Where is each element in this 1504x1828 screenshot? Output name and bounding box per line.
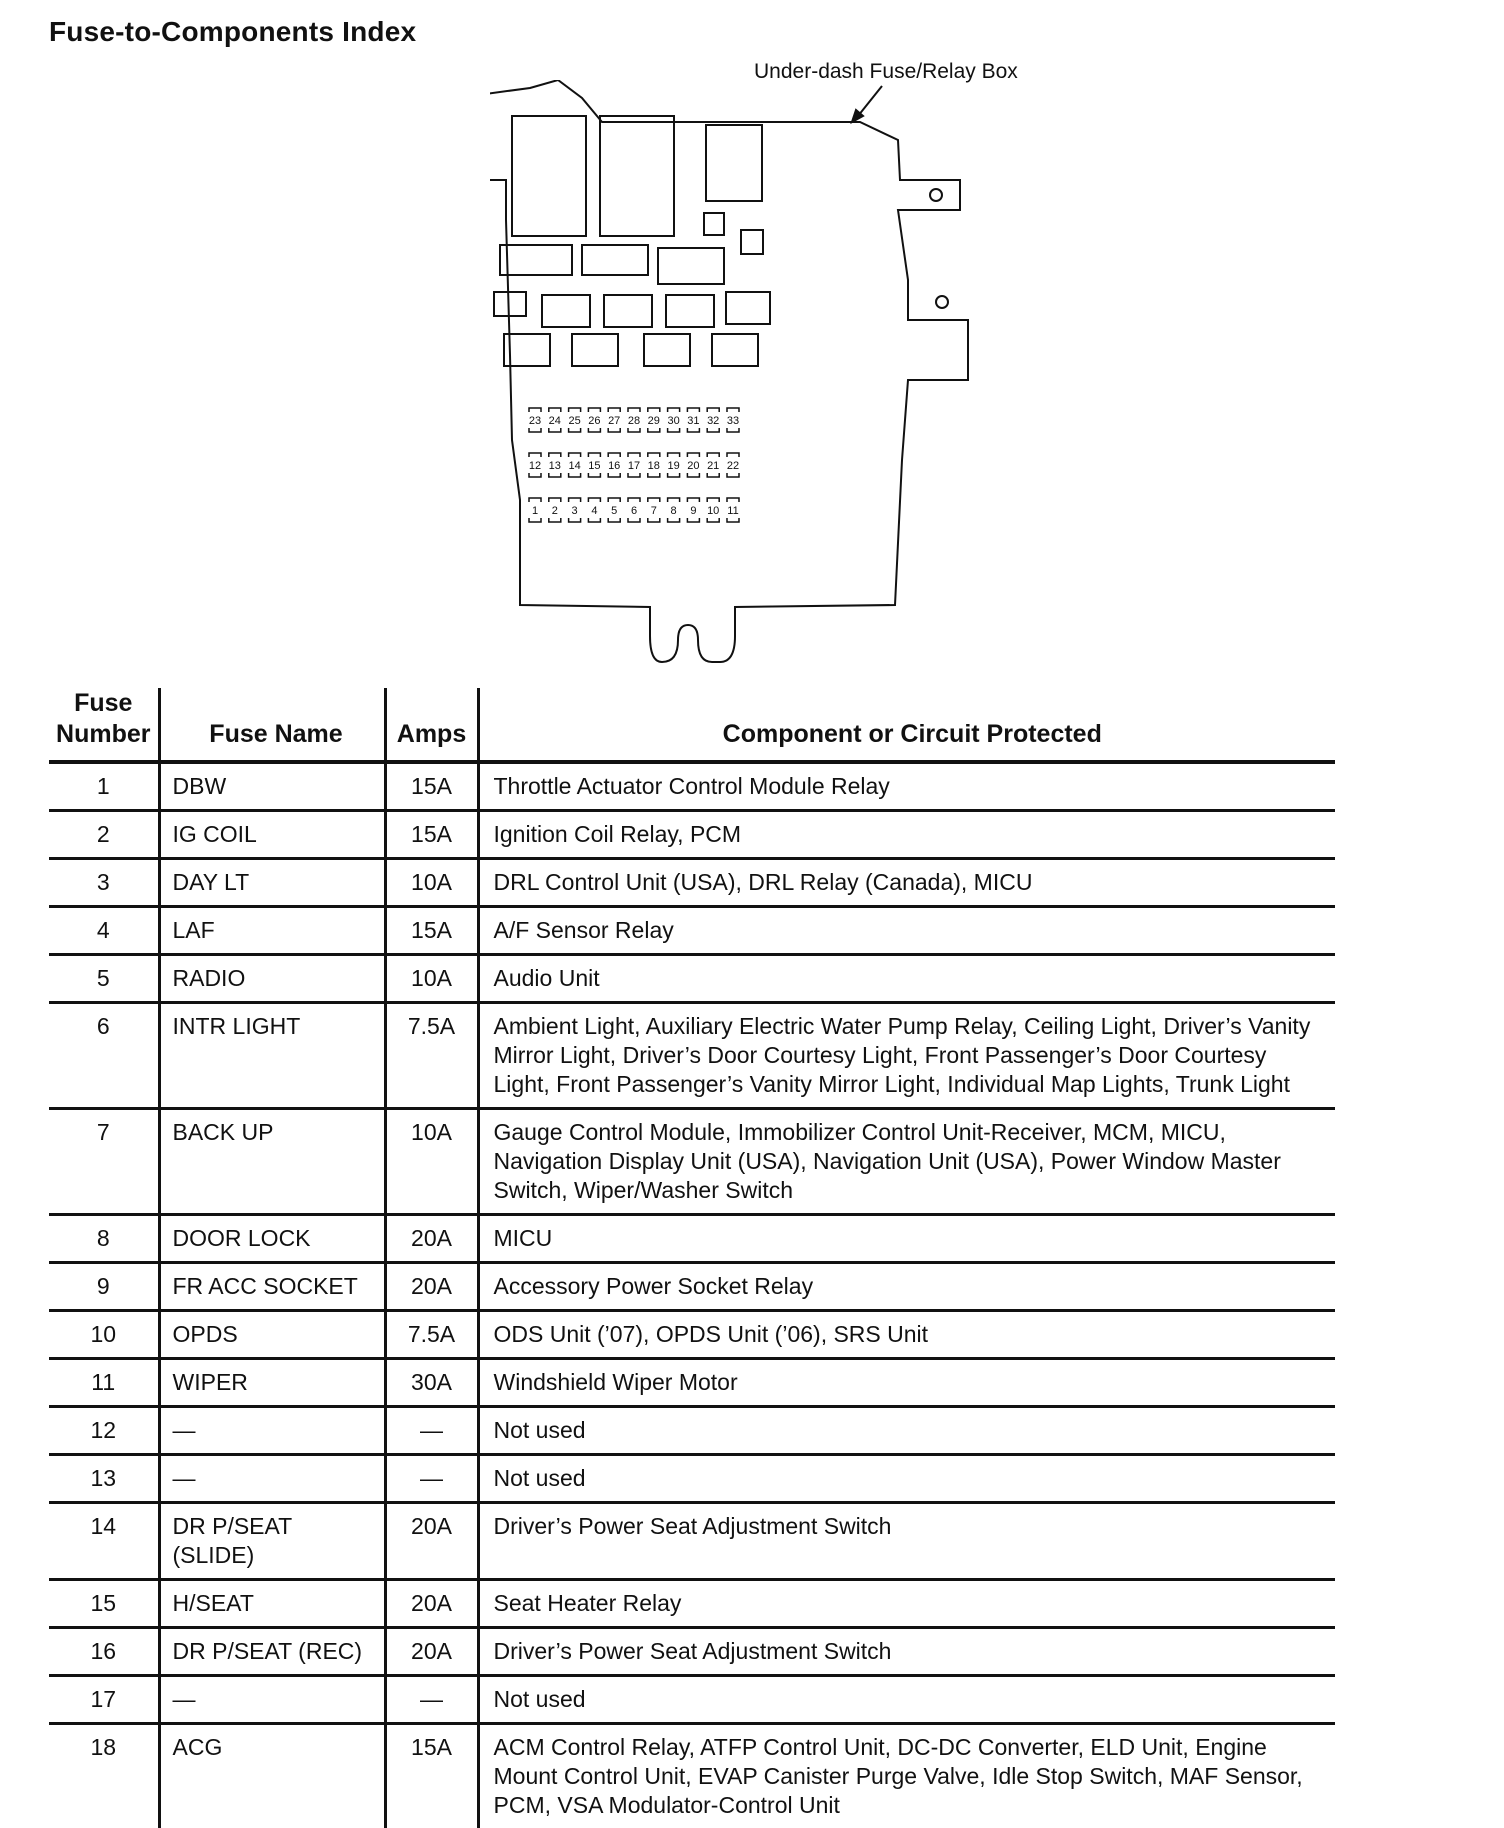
fuse-name-cell: — — [159, 1676, 385, 1724]
fuse-slot-number: 33 — [727, 415, 739, 427]
fuse-slot-bottom — [727, 428, 739, 432]
amps-cell: 20A — [385, 1263, 478, 1311]
component-cell: Not used — [478, 1676, 1335, 1724]
table-row — [49, 1503, 1335, 1580]
fuse-table — [49, 688, 1335, 1828]
fuse-name-cell: DOOR LOCK — [159, 1215, 385, 1263]
fuse-slot-top — [549, 498, 561, 502]
fuse-slot-number: 32 — [707, 415, 719, 427]
fuse-slot-number: 10 — [707, 505, 719, 517]
amps-cell: 20A — [385, 1628, 478, 1676]
component-cell: ODS Unit (’07), OPDS Unit (’06), SRS Unit — [478, 1311, 1335, 1359]
fuse-slot-bottom — [529, 473, 541, 477]
fuse-slot-number: 30 — [667, 415, 679, 427]
table-row — [49, 1109, 1335, 1215]
fuse-slot-bottom — [588, 428, 600, 432]
fuse-slot-top — [687, 408, 699, 412]
fuse-slot-number: 24 — [549, 415, 561, 427]
fuse-name-cell: LAF — [159, 907, 385, 955]
fuse-slot-bottom — [707, 473, 719, 477]
fuse-slot-top — [529, 408, 541, 412]
fuse-slot-bottom — [628, 473, 640, 477]
fuse-slot-bottom — [628, 428, 640, 432]
fuse-slot-number: 5 — [611, 505, 617, 517]
fuse-slot-bottom — [529, 428, 541, 432]
fuse-slot-top — [569, 408, 581, 412]
fuse-slot-top — [529, 498, 541, 502]
fuse-slot-number: 7 — [651, 505, 657, 517]
fuse-slot-bottom — [608, 473, 620, 477]
mount-hole-right — [930, 189, 942, 201]
relay-row-1 — [500, 245, 572, 275]
component-cell: Audio Unit — [478, 955, 1335, 1003]
fuse-name-cell: DR P/SEAT (SLIDE) — [159, 1503, 385, 1580]
fuse-slot-number: 21 — [707, 460, 719, 472]
fuse-slot-number: 1 — [532, 505, 538, 517]
fuse-slot-number: 11 — [727, 505, 738, 517]
fuse-slot-number: 2 — [552, 505, 558, 517]
fuse-slot-number: 27 — [608, 415, 620, 427]
fuse-slot-number: 28 — [628, 415, 640, 427]
fuse-slot-bottom — [529, 518, 541, 522]
fuse-slot-bottom — [668, 518, 680, 522]
fuse-slot-number: 20 — [687, 460, 699, 472]
fuse-name-cell: INTR LIGHT — [159, 1003, 385, 1109]
fuse-slot-bottom — [549, 428, 561, 432]
fuse-number-cell: 16 — [49, 1628, 159, 1676]
fuse-slot-number: 8 — [671, 505, 677, 517]
table-row — [49, 1359, 1335, 1407]
fuse-name-cell: DAY LT — [159, 859, 385, 907]
fuse-name-cell: IG COIL — [159, 811, 385, 859]
fuse-slot-top — [648, 453, 660, 457]
fuse-slot-top — [588, 453, 600, 457]
fuse-slot-number: 31 — [687, 415, 699, 427]
amps-cell: 10A — [385, 1109, 478, 1215]
fuse-slot-bottom — [687, 473, 699, 477]
component-cell: Ignition Coil Relay, PCM — [478, 811, 1335, 859]
component-cell: Seat Heater Relay — [478, 1580, 1335, 1628]
table-row — [49, 1455, 1335, 1503]
header-fuse-name: Fuse Name — [159, 688, 385, 762]
fuse-number-cell: 1 — [49, 762, 159, 811]
fuse-slot-top — [549, 408, 561, 412]
table-row — [49, 1003, 1335, 1109]
fuse-slot-top — [687, 453, 699, 457]
relay-low-4 — [712, 334, 758, 366]
fuse-slot-number: 14 — [568, 460, 580, 472]
fuse-slot-bottom — [648, 473, 660, 477]
fuse-name-cell: RADIO — [159, 955, 385, 1003]
component-cell: Not used — [478, 1407, 1335, 1455]
fuse-slot-number: 23 — [529, 415, 541, 427]
fuse-name-cell: WIPER — [159, 1359, 385, 1407]
table-row — [49, 1628, 1335, 1676]
fuse-slot-top — [549, 453, 561, 457]
fuse-slot-bottom — [707, 428, 719, 432]
component-cell: Driver’s Power Seat Adjustment Switch — [478, 1503, 1335, 1580]
fuse-number-cell: 6 — [49, 1003, 159, 1109]
fuse-slot-top — [588, 408, 600, 412]
fuse-number-cell: 5 — [49, 955, 159, 1003]
table-row — [49, 762, 1335, 811]
table-row — [49, 1580, 1335, 1628]
amps-cell: 20A — [385, 1503, 478, 1580]
fuse-slot-bottom — [549, 473, 561, 477]
fuse-number-cell: 9 — [49, 1263, 159, 1311]
table-row — [49, 1724, 1335, 1828]
component-cell: Not used — [478, 1455, 1335, 1503]
fuse-slot-number: 4 — [591, 505, 597, 517]
table-row — [49, 1263, 1335, 1311]
amps-cell: 10A — [385, 955, 478, 1003]
fuse-slot-top — [648, 498, 660, 502]
component-cell: DRL Control Unit (USA), DRL Relay (Canada), MICU — [478, 859, 1335, 907]
fuse-slot-top — [608, 498, 620, 502]
fuse-slot-bottom — [608, 428, 620, 432]
fuse-slot-bottom — [668, 473, 680, 477]
relay-row-2 — [582, 245, 648, 275]
relay-large-1 — [512, 116, 586, 236]
fuse-slot-bottom — [569, 473, 581, 477]
amps-cell: 20A — [385, 1580, 478, 1628]
table-row — [49, 811, 1335, 859]
table-row — [49, 1407, 1335, 1455]
fuse-slot-number: 25 — [568, 415, 580, 427]
fuse-slot-number: 26 — [588, 415, 600, 427]
fuse-number-cell: 17 — [49, 1676, 159, 1724]
component-cell: ACM Control Relay, ATFP Control Unit, DC-DC Converter, ELD Unit, Engine Mount Control Unit, EVAP Canister Purge Valve, Idle Stop Switch, MAF Sensor, PCM, VSA Modulator-Control Unit — [478, 1724, 1335, 1828]
fuse-name-cell: H/SEAT — [159, 1580, 385, 1628]
fuse-number-cell: 15 — [49, 1580, 159, 1628]
component-cell: MICU — [478, 1215, 1335, 1263]
fuse-slot-bottom — [608, 518, 620, 522]
amps-cell: 10A — [385, 859, 478, 907]
fuse-number-cell: 7 — [49, 1109, 159, 1215]
fuse-number-cell: 13 — [49, 1455, 159, 1503]
fuse-relay-box-diagram — [490, 80, 980, 680]
fuse-slot-bottom — [588, 473, 600, 477]
fuse-slot-bottom — [648, 428, 660, 432]
table-row — [49, 859, 1335, 907]
component-cell: Ambient Light, Auxiliary Electric Water Pump Relay, Ceiling Light, Driver’s Vanity Mirror Light, Driver’s Door Courtesy Light, Front Passenger’s Door Courtesy Light, Front Passenger’s Vanity Mirror Light, Individual Map Lights, Trunk Light — [478, 1003, 1335, 1109]
component-cell: Throttle Actuator Control Module Relay — [478, 762, 1335, 811]
fuse-name-cell: BACK UP — [159, 1109, 385, 1215]
header-component: Component or Circuit Protected — [478, 688, 1335, 762]
fuse-slot-top — [687, 498, 699, 502]
amps-cell: 20A — [385, 1215, 478, 1263]
fuse-slot-top — [628, 498, 640, 502]
fuse-number-cell: 10 — [49, 1311, 159, 1359]
fuse-slot-bottom — [687, 428, 699, 432]
fuse-slot-bottom — [588, 518, 600, 522]
amps-cell: 7.5A — [385, 1003, 478, 1109]
table-row — [49, 955, 1335, 1003]
fuse-number-cell: 2 — [49, 811, 159, 859]
fuse-number-cell: 14 — [49, 1503, 159, 1580]
fuse-slot-top — [668, 498, 680, 502]
component-cell: Accessory Power Socket Relay — [478, 1263, 1335, 1311]
fuse-box-label: Under-dash Fuse/Relay Box — [754, 60, 1018, 84]
fuse-slot-bottom — [569, 518, 581, 522]
table-row — [49, 1676, 1335, 1724]
fuse-name-cell: ACG — [159, 1724, 385, 1828]
component-cell: A/F Sensor Relay — [478, 907, 1335, 955]
relay-small-2 — [741, 230, 763, 254]
amps-cell: — — [385, 1407, 478, 1455]
page-title: Fuse-to-Components Index — [49, 16, 416, 48]
fuse-number-cell: 18 — [49, 1724, 159, 1828]
fuse-slot-number: 6 — [631, 505, 637, 517]
table-header-row — [49, 688, 1335, 762]
fuse-slot-top — [569, 498, 581, 502]
relay-mid-5 — [726, 292, 770, 324]
component-cell: Gauge Control Module, Immobilizer Control Unit-Receiver, MCM, MICU, Navigation Display Unit (USA), Navigation Unit (USA), Power Window Master Switch, Wiper/Washer Switch — [478, 1109, 1335, 1215]
relay-large-3 — [706, 125, 762, 201]
amps-cell: 7.5A — [385, 1311, 478, 1359]
header-amps: Amps — [385, 688, 478, 762]
fuse-slot-top — [628, 453, 640, 457]
fuse-slot-number: 29 — [648, 415, 660, 427]
fuse-slot-number: 19 — [667, 460, 679, 472]
fuse-slot-bottom — [648, 518, 660, 522]
fuse-slot-top — [608, 408, 620, 412]
fuse-number-cell: 12 — [49, 1407, 159, 1455]
relay-mid-1 — [494, 292, 526, 316]
fuse-slot-bottom — [628, 518, 640, 522]
relay-low-2 — [572, 334, 618, 366]
amps-cell: 15A — [385, 811, 478, 859]
relay-small-1 — [704, 213, 724, 235]
fuse-slot-top — [727, 453, 739, 457]
table-row — [49, 1311, 1335, 1359]
fuse-name-cell: — — [159, 1455, 385, 1503]
fuse-slot-bottom — [727, 473, 739, 477]
relay-row-3 — [658, 248, 724, 284]
fuse-slot-bottom — [687, 518, 699, 522]
fuse-name-cell: DR P/SEAT (REC) — [159, 1628, 385, 1676]
fuse-number-cell: 11 — [49, 1359, 159, 1407]
relay-mid-2 — [542, 295, 590, 327]
fuse-slot-top — [707, 498, 719, 502]
fuse-slot-number: 17 — [628, 460, 640, 472]
header-fuse-number: Fuse Number — [49, 688, 159, 762]
fuse-slot-bottom — [668, 428, 680, 432]
amps-cell: 15A — [385, 1724, 478, 1828]
relay-mid-4 — [666, 295, 714, 327]
relay-large-2 — [600, 116, 674, 236]
fuse-slot-bottom — [549, 518, 561, 522]
fuse-slot-top — [707, 408, 719, 412]
fuse-slot-number: 3 — [572, 505, 578, 517]
relay-low-3 — [644, 334, 690, 366]
fuse-slot-top — [569, 453, 581, 457]
fuse-slot-top — [529, 453, 541, 457]
fuse-slot-bottom — [707, 518, 719, 522]
fuse-slot-top — [727, 408, 739, 412]
fuse-slot-top — [668, 453, 680, 457]
fuse-slot-top — [727, 498, 739, 502]
fuse-name-cell: DBW — [159, 762, 385, 811]
fuse-slot-bottom — [569, 428, 581, 432]
amps-cell: 30A — [385, 1359, 478, 1407]
fuse-slot-number: 9 — [690, 505, 696, 517]
fuse-number-cell: 8 — [49, 1215, 159, 1263]
fuse-slot-number: 15 — [588, 460, 600, 472]
fuse-slot-number: 13 — [549, 460, 561, 472]
table-row — [49, 907, 1335, 955]
fuse-slot-number: 22 — [727, 460, 739, 472]
component-cell: Driver’s Power Seat Adjustment Switch — [478, 1628, 1335, 1676]
fuse-slot-number: 12 — [529, 460, 541, 472]
amps-cell: — — [385, 1676, 478, 1724]
table-row — [49, 1215, 1335, 1263]
fuse-number-cell: 3 — [49, 859, 159, 907]
fuse-name-cell: — — [159, 1407, 385, 1455]
amps-cell: — — [385, 1455, 478, 1503]
fuse-slot-top — [668, 408, 680, 412]
amps-cell: 15A — [385, 762, 478, 811]
relay-mid-3 — [604, 295, 652, 327]
leader-line — [858, 86, 882, 116]
fuse-name-cell: FR ACC SOCKET — [159, 1263, 385, 1311]
fuse-name-cell: OPDS — [159, 1311, 385, 1359]
fuse-slot-bottom — [727, 518, 739, 522]
box-outline — [490, 80, 968, 662]
fuse-slot-number: 16 — [608, 460, 620, 472]
mount-hole-right-lower — [936, 296, 948, 308]
component-cell: Windshield Wiper Motor — [478, 1359, 1335, 1407]
fuse-slot-top — [588, 498, 600, 502]
amps-cell: 15A — [385, 907, 478, 955]
fuse-number-cell: 4 — [49, 907, 159, 955]
fuse-slot-top — [628, 408, 640, 412]
fuse-slot-top — [608, 453, 620, 457]
fuse-slot-number: 18 — [648, 460, 660, 472]
fuse-slot-top — [648, 408, 660, 412]
fuse-slot-top — [707, 453, 719, 457]
